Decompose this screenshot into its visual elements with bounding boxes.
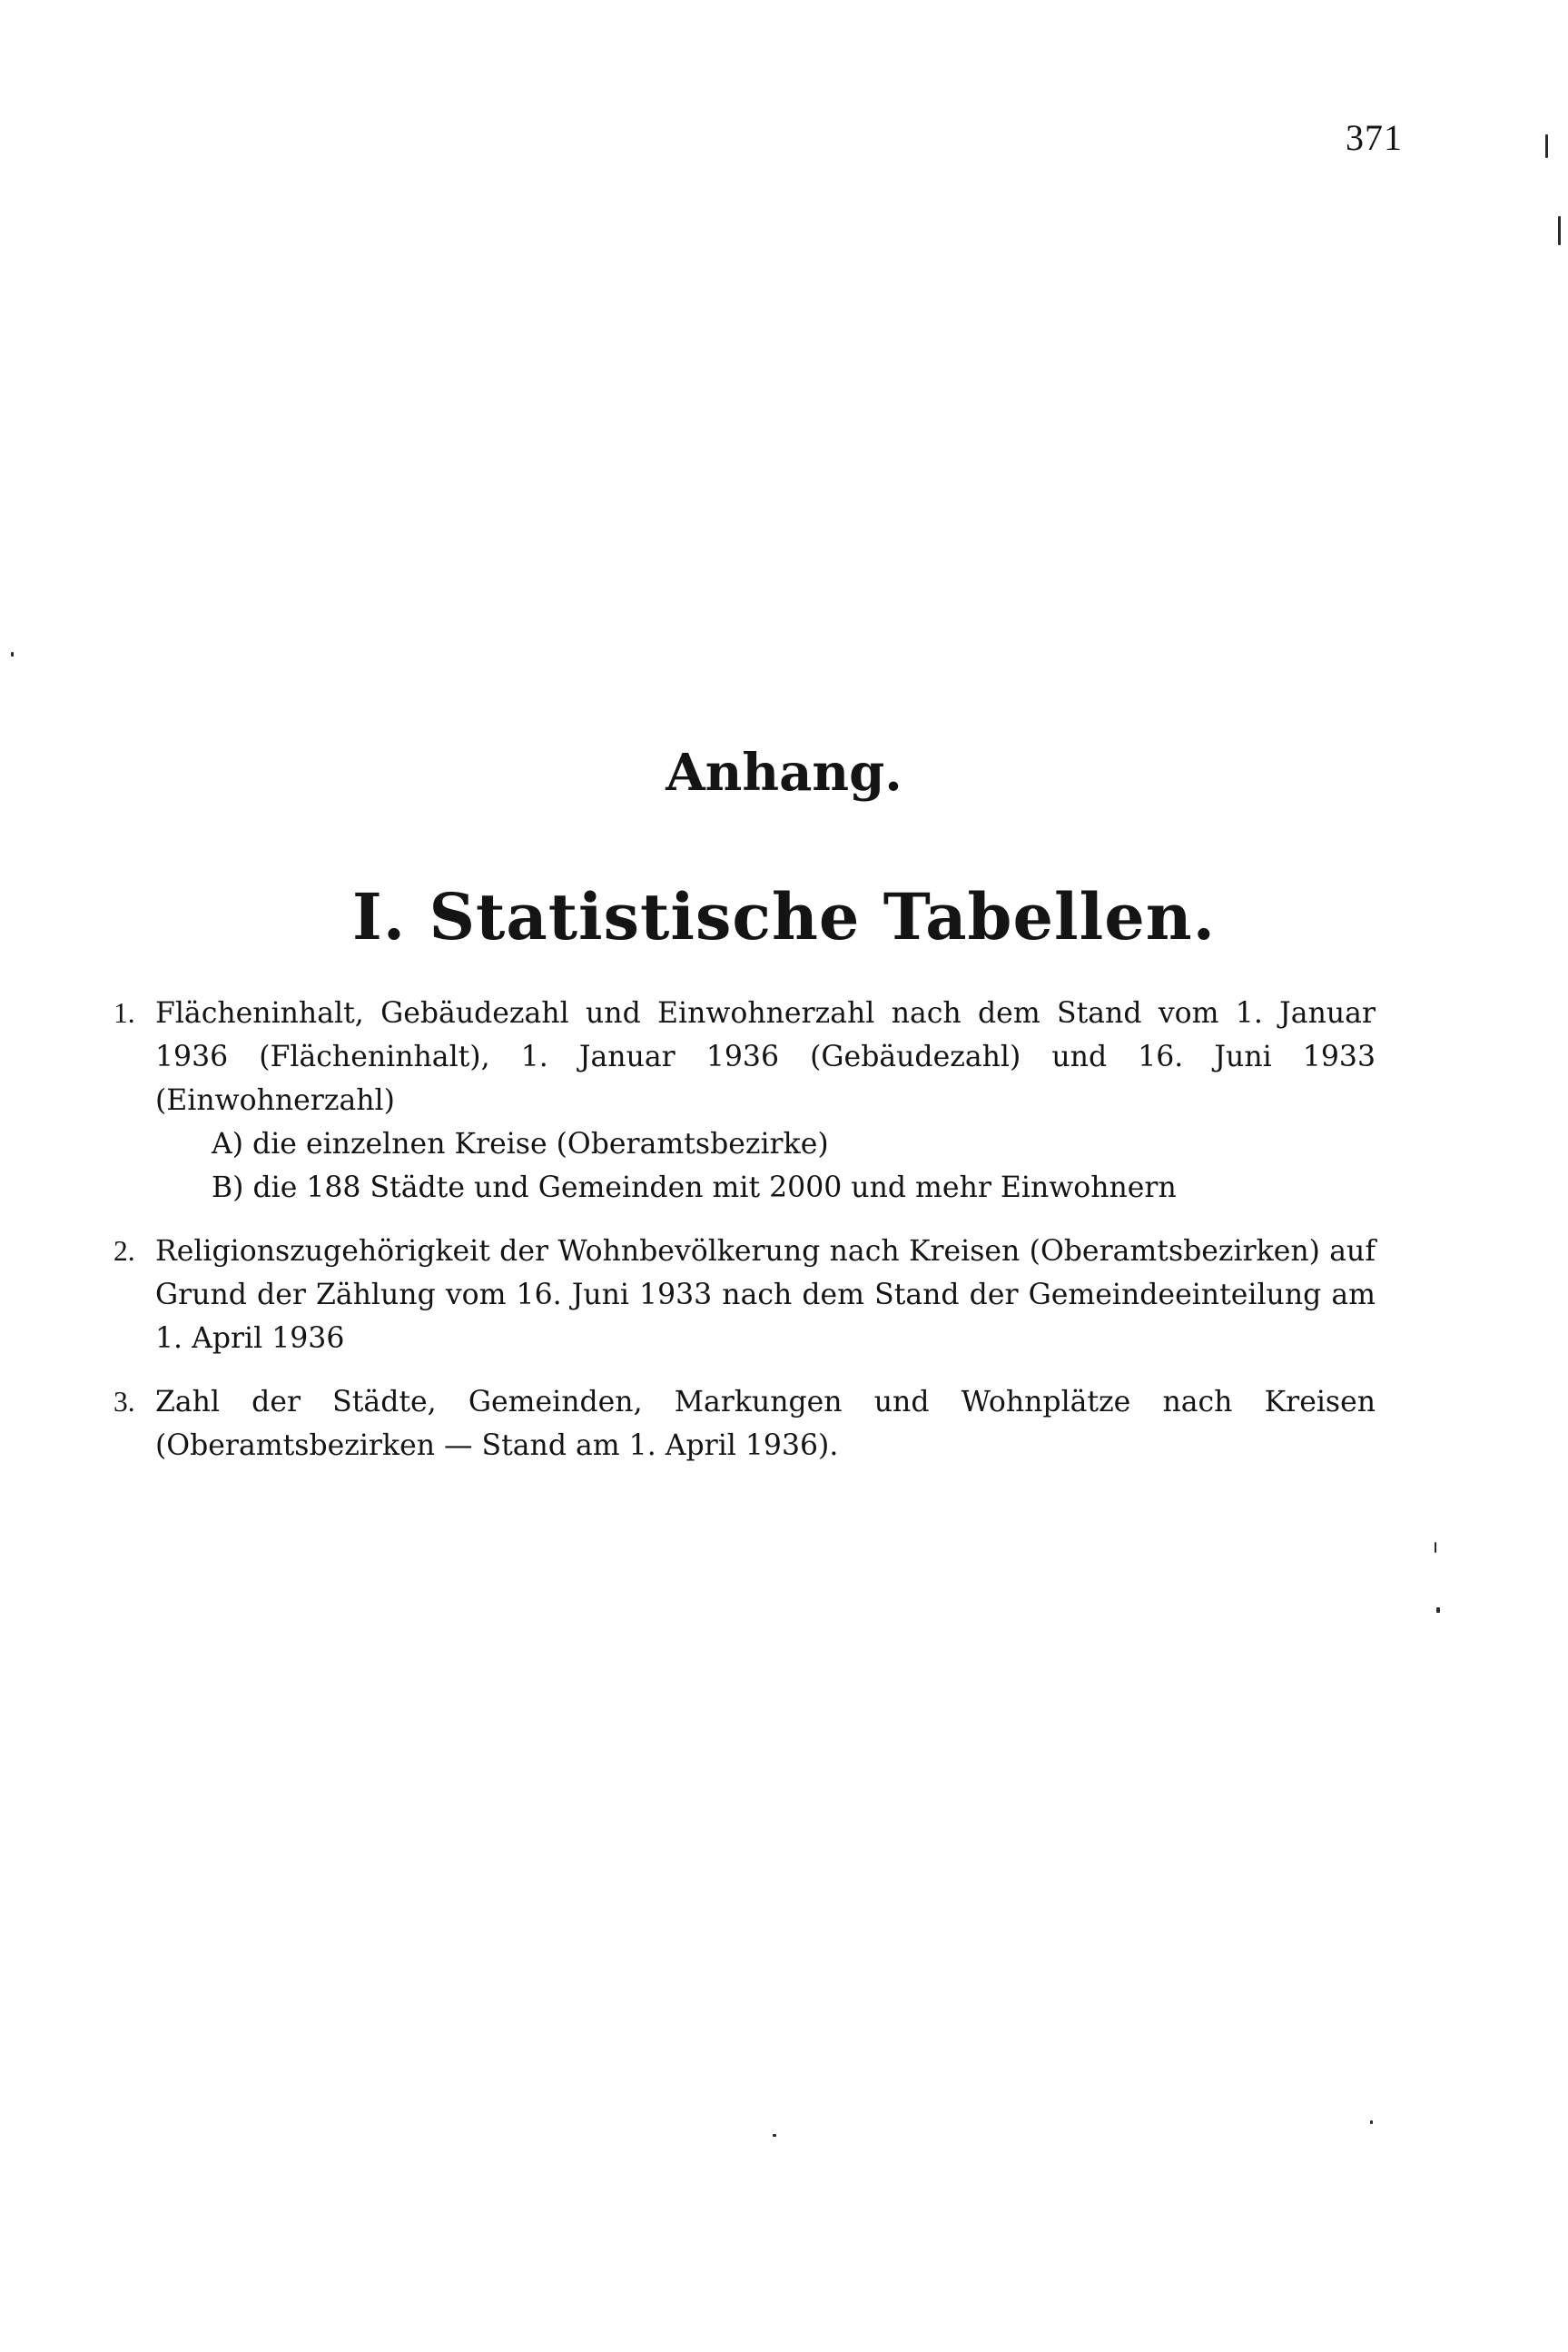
page-number: 371 <box>1346 117 1403 158</box>
contents-entry <box>113 992 1376 1210</box>
entry-number: 1. <box>113 997 135 1029</box>
entry-number: 3. <box>113 1386 135 1418</box>
contents-entry <box>113 1380 1376 1468</box>
scan-speck <box>1545 134 1548 158</box>
sub-item: B) die 188 Städte und Gemeinden mit 2000 und mehr Einwohnern <box>212 1171 1177 1204</box>
entry-text: Flächeninhalt, Gebäudezahl und Einwohnerzahl nach dem Stand vom 1. Januar 1936 (Flächeninhalt), 1. Januar 1936 (Gebäudezahl) und 16. Juni 1933 (Einwohnerzahl) <box>155 997 1376 1117</box>
appendix-title: Anhang. <box>666 743 902 803</box>
scan-speck <box>1436 1607 1440 1613</box>
sub-list <box>155 1122 1376 1210</box>
entry-number: 2. <box>113 1235 135 1267</box>
entry-text: Zahl der Städte, Gemeinden, Markungen und Wohnplätze nach Kreisen (Oberamtsbezirken — Stand am 1. April 1936). <box>155 1386 1376 1462</box>
scan-speck <box>1558 216 1561 245</box>
entry-text: Religionszugehörigkeit der Wohnbevölkerung nach Kreisen (Oberamtsbezirken) auf Grund der Zählung vom 16. Juni 1933 nach dem Stand der Gemeindeeinteilung am 1. April 1936 <box>155 1235 1376 1355</box>
contents-list <box>113 992 1376 1487</box>
scan-speck <box>11 652 14 657</box>
scan-speck <box>1435 1542 1436 1553</box>
section-title: I. Statistische Tabellen. <box>351 879 1217 954</box>
scan-speck <box>1370 2120 1373 2124</box>
scan-speck <box>773 2134 776 2137</box>
contents-entry <box>113 1230 1376 1360</box>
sub-item: A) die einzelnen Kreise (Oberamtsbezirke) <box>212 1128 829 1161</box>
